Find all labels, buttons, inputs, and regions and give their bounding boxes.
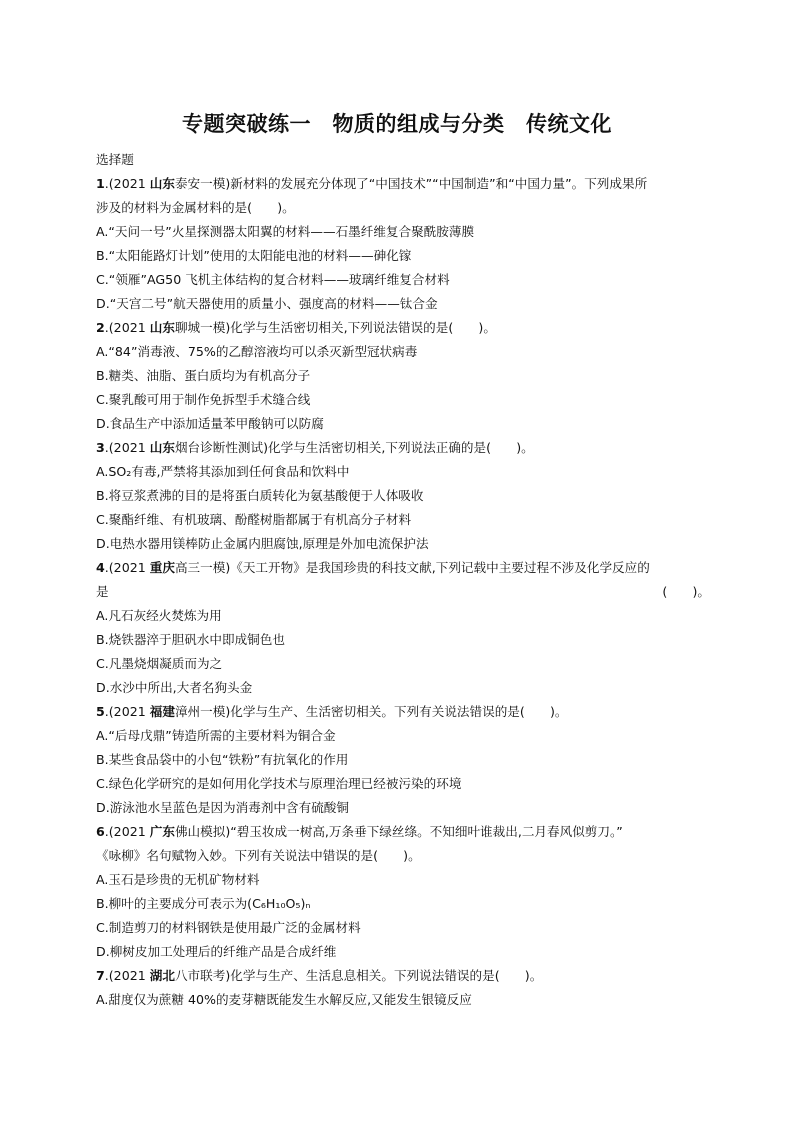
question-stem — [96, 820, 716, 844]
question-number: 3 — [96, 440, 105, 455]
question-prefix: .(2021 — [104, 824, 150, 839]
question-list — [96, 148, 716, 1012]
question-source: 山东 — [149, 320, 175, 335]
question-source: 福建 — [149, 704, 175, 719]
question-5 — [96, 700, 716, 820]
question-prefix: .(2021 — [104, 176, 150, 191]
question-stem — [96, 556, 716, 580]
question-prefix: .(2021 — [104, 440, 150, 455]
question-4 — [96, 556, 716, 700]
option-A: A.甜度仅为蔗糖 40%的麦芽糖既能发生水解反应,又能发生银镜反应 — [96, 992, 472, 1007]
option-D: D.柳树皮加工处理后的纤维产品是合成纤维 — [96, 944, 337, 959]
question-source: 广东 — [149, 824, 175, 839]
question-prefix: .(2021 — [104, 968, 150, 983]
option-D: D.水沙中所出,大者名狗头金 — [96, 680, 253, 695]
option-B: B.“太阳能路灯计划”使用的太阳能电池的材料——砷化镓 — [96, 248, 412, 263]
question-text: 泰安一模)新材料的发展充分体现了“中国技术”“中国制造”和“中国力量”。下列成果所 — [174, 176, 648, 191]
question-stem-continued: 涉及的材料为金属材料的是( )。 — [96, 200, 295, 215]
option-C: C.凡墨烧烟凝质而为之 — [96, 656, 223, 671]
section-heading: 选择题 — [96, 152, 134, 167]
question-stem — [96, 316, 716, 340]
question-7 — [96, 964, 716, 1012]
answer-blank: ( )。 — [662, 584, 710, 599]
question-text: 聊城一模)化学与生活密切相关,下列说法错误的是( )。 — [174, 320, 496, 335]
question-source: 湖北 — [149, 968, 175, 983]
question-text: 烟台诊断性测试)化学与生活密切相关,下列说法正确的是( )。 — [174, 440, 534, 455]
question-stem — [96, 964, 716, 988]
question-prefix: .(2021 — [104, 560, 150, 575]
question-1 — [96, 172, 716, 316]
option-A: A.玉石是珍贵的无机矿物材料 — [96, 872, 260, 887]
question-text: 八市联考)化学与生产、生活息息相关。下列说法错误的是( )。 — [174, 968, 543, 983]
option-B: B.某些食品袋中的小包“铁粉”有抗氧化的作用 — [96, 752, 349, 767]
option-B: B.糖类、油脂、蛋白质均为有机高分子 — [96, 368, 311, 383]
question-number: 6 — [96, 824, 105, 839]
questions-container — [96, 172, 716, 1012]
option-C: C.聚乳酸可用于制作免拆型手术缝合线 — [96, 392, 311, 407]
page-title: 专题突破练一 物质的组成与分类 传统文化 — [182, 112, 612, 136]
question-3 — [96, 436, 716, 556]
question-source: 山东 — [149, 176, 175, 191]
question-text-cont: 是 — [96, 584, 109, 599]
question-number: 2 — [96, 320, 105, 335]
question-text: 高三一模)《天工开物》是我国珍贵的科技文献,下列记载中主要过程不涉及化学反应的 — [174, 560, 650, 575]
option-B: B.柳叶的主要成分可表示为(C₆H₁₀O₅)ₙ — [96, 896, 311, 911]
question-prefix: .(2021 — [104, 704, 150, 719]
question-number: 4 — [96, 560, 105, 575]
question-number: 7 — [96, 968, 105, 983]
question-stem-continued: 《咏柳》名句赋物入妙。下列有关说法中错误的是( )。 — [96, 848, 421, 863]
option-C: C.“领雁”AG50 飞机主体结构的复合材料——玻璃纤维复合材料 — [96, 272, 450, 287]
question-number: 5 — [96, 704, 105, 719]
option-D: D.电热水器用镁棒防止金属内胆腐蚀,原理是外加电流保护法 — [96, 536, 429, 551]
question-stem-continued — [96, 580, 716, 604]
question-stem — [96, 700, 716, 724]
question-stem — [96, 172, 716, 196]
option-A: A.SO₂有毒,严禁将其添加到任何食品和饮料中 — [96, 464, 350, 479]
option-D: D.“天宫二号”航天器使用的质量小、强度高的材料——钛合金 — [96, 296, 438, 311]
option-A: A.“84”消毒液、75%的乙醇溶液均可以杀灭新型冠状病毒 — [96, 344, 418, 359]
option-B: B.将豆浆煮沸的目的是将蛋白质转化为氨基酸便于人体吸收 — [96, 488, 424, 503]
question-number: 1 — [96, 176, 105, 191]
question-text: 佛山模拟)“碧玉妆成一树高,万条垂下绿丝绦。不知细叶谁裁出,二月春风似剪刀。” — [174, 824, 623, 839]
option-D: D.游泳池水呈蓝色是因为消毒剂中含有硫酸铜 — [96, 800, 349, 815]
question-stem — [96, 436, 716, 460]
option-A: A.“后母戊鼎”铸造所需的主要材料为铜合金 — [96, 728, 336, 743]
option-A: A.凡石灰经火焚炼为用 — [96, 608, 222, 623]
question-text: 漳州一模)化学与生产、生活密切相关。下列有关说法错误的是( )。 — [174, 704, 568, 719]
option-B: B.烧铁器淬于胆矾水中即成铜色也 — [96, 632, 285, 647]
option-D: D.食品生产中添加适量苯甲酸钠可以防腐 — [96, 416, 324, 431]
option-A: A.“天问一号”火星探测器太阳翼的材料——石墨纤维复合聚酰胺薄膜 — [96, 224, 475, 239]
question-prefix: .(2021 — [104, 320, 150, 335]
option-C: C.制造剪刀的材料钢铁是使用最广泛的金属材料 — [96, 920, 361, 935]
question-2 — [96, 316, 716, 436]
option-C: C.聚酯纤维、有机玻璃、酚醛树脂都属于有机高分子材料 — [96, 512, 412, 527]
option-C: C.绿色化学研究的是如何用化学技术与原理治理已经被污染的环境 — [96, 776, 462, 791]
question-source: 重庆 — [149, 560, 175, 575]
question-source: 山东 — [149, 440, 175, 455]
question-6 — [96, 820, 716, 964]
